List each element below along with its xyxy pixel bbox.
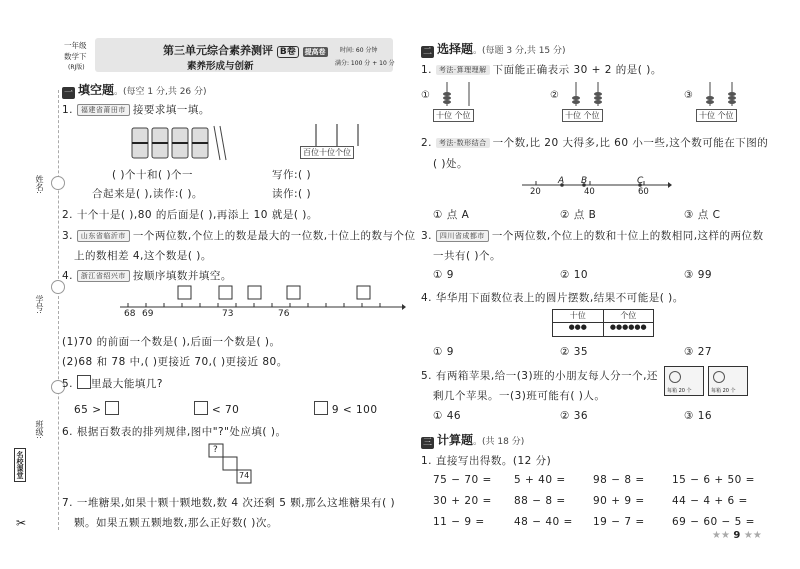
q3-line2: 上的数相差 4,这个数是( )。 xyxy=(74,250,212,262)
question-3: 3. 山东省临沂市 一个两位数,个位上的数是最大的一位数,十位上的数与个位 xyxy=(62,230,416,242)
q5-line2: 剩几个苹果。一(3)班可能有( )人。 xyxy=(433,390,606,402)
paper-subtitle: 素养形成与创新 xyxy=(187,61,254,72)
place-value-labels: 百位十位个位 xyxy=(300,146,354,159)
name-label: 姓名: xyxy=(35,175,44,194)
abacus-option-3: ③ xyxy=(684,80,746,110)
tick-label-76: 76 xyxy=(278,309,290,319)
q1-read: 读作:( ) xyxy=(272,188,312,200)
answer-box xyxy=(77,375,91,389)
q4-option-3[interactable]: ③ 27 xyxy=(684,346,713,358)
abacus-option-1: ① xyxy=(421,80,483,110)
edition-label: (RJ版) xyxy=(68,64,85,71)
calc-cell: 5 + 40 = xyxy=(514,474,566,486)
calc-cell: 44 − 4 + 6 = xyxy=(672,495,748,507)
question-2: 2. 十个十是( ),80 的后面是( ),再添上 10 就是( )。 xyxy=(62,209,318,221)
time-label: 时间: 60 分钟 xyxy=(340,47,378,54)
choice-question-2: 2. 考法·数形结合 一个数,比 20 大得多,比 60 小一些,这个数可能在下图的 xyxy=(421,137,769,149)
grade-label: 一年级 xyxy=(64,41,87,50)
calc-cell: 98 − 8 = xyxy=(593,474,645,486)
chart-question-mark: ? xyxy=(213,445,218,455)
question-6: 6. 根据百数表的排列规律,图中"?"处应填( )。 xyxy=(62,426,287,438)
answer-box xyxy=(194,401,208,415)
section-icon: 一 xyxy=(63,88,73,98)
region-tag: 四川省成都市 xyxy=(436,230,489,242)
number-line xyxy=(120,283,406,326)
calc-cell: 15 − 6 + 50 = xyxy=(672,474,755,486)
place-value-table: 十位 个位 ●●● ●●●●●● xyxy=(552,309,654,337)
q5-item-a: 65 > xyxy=(74,401,119,416)
binding-circle xyxy=(51,176,65,190)
scissors-icon: ✂ xyxy=(16,516,27,530)
choice-question-1: 1. 考法·算理理解 下面能正确表示 30 + 2 的是( )。 xyxy=(421,64,662,76)
ones-header: 个位 xyxy=(620,311,637,320)
q7-line2: 颗。如果五颗五颗地数,那么正好数( )次。 xyxy=(74,517,278,529)
section-choice: 二 选择题。(每题 3 分,共 15 分) xyxy=(422,42,566,57)
binding-dashed-line xyxy=(58,90,59,530)
apple-box-right: 每箱 20 个 xyxy=(708,366,748,396)
region-tag: 福建省莆田市 xyxy=(77,104,130,116)
class-label: 班级: xyxy=(35,420,44,439)
q5-option-2[interactable]: ② 36 xyxy=(560,410,589,422)
place-labels-1: 十位 个位 xyxy=(433,109,474,122)
q2-option-a[interactable]: ① 点 A xyxy=(433,209,470,221)
calc-cell: 19 − 7 = xyxy=(593,516,645,528)
q3-option-2[interactable]: ② 10 xyxy=(560,269,589,281)
choice-question-4: 4. 华华用下面数位表上的圆片摆数,结果不可能是( )。 xyxy=(421,292,684,304)
section-icon: 二 xyxy=(422,47,432,57)
skill-tag: 考法·数形结合 xyxy=(436,138,490,148)
region-tag: 山东省临沂市 xyxy=(77,230,130,242)
student-id-label: 学号: xyxy=(35,295,44,314)
stick-bundles-illustration xyxy=(130,124,230,165)
calc-cell: 11 − 9 = xyxy=(433,516,485,528)
q3-option-1[interactable]: ① 9 xyxy=(433,269,454,281)
q2-line2: ( )处。 xyxy=(433,158,469,170)
q4-option-2[interactable]: ② 35 xyxy=(560,346,589,358)
q3-option-3[interactable]: ③ 99 xyxy=(684,269,713,281)
q5-item-b: < 70 xyxy=(194,401,239,416)
calc-cell: 88 − 8 = xyxy=(514,495,566,507)
calc-cell: 69 − 60 − 5 = xyxy=(672,516,755,528)
calc-cell: 48 − 40 = xyxy=(514,516,573,528)
tick-label-68: 68 xyxy=(124,309,136,319)
apple-box-left: 每箱 20 个 xyxy=(664,366,704,396)
q4-option-1[interactable]: ① 9 xyxy=(433,346,454,358)
q2-number-line xyxy=(522,175,672,198)
chart-number-74: 74 xyxy=(239,471,250,480)
tick-label-73: 73 xyxy=(222,309,234,319)
tick-40: 40 xyxy=(584,187,595,197)
calc-cell: 30 + 20 = xyxy=(433,495,492,507)
score-label: 满分: 100 分 + 10 分 xyxy=(335,60,395,67)
answer-box xyxy=(105,401,119,415)
q4-sub1: (1)70 的前面一个数是( ),后面一个数是( )。 xyxy=(62,336,281,348)
place-labels-3: 十位 个位 xyxy=(696,109,737,122)
q3-line2: 一共有( )个。 xyxy=(433,250,502,262)
skill-tag: 考法·算理理解 xyxy=(436,65,490,75)
q5-item-c: 9 < 100 xyxy=(314,401,378,416)
tick-20: 20 xyxy=(530,187,541,197)
brand-label: 名校课堂 xyxy=(14,448,26,482)
choice-question-5: 5. 有两箱苹果,给一(3)班的小朋友每人分一个,还 xyxy=(421,370,658,382)
choice-question-3: 3. 四川省成都市 一个两位数,个位上的数和十位上的数相同,这样的两位数 xyxy=(421,230,764,242)
abacus-option-2: ② xyxy=(550,80,612,110)
tick-60: 60 xyxy=(638,187,649,197)
tick-label-69: 69 xyxy=(142,309,154,319)
region-tag: 浙江省绍兴市 xyxy=(77,270,130,282)
paper-title: 第三单元综合素养测评 B卷 提高卷 xyxy=(163,44,326,57)
tens-header: 十位 xyxy=(553,310,604,322)
q1-line1: ( )个十和( )个一 xyxy=(112,169,194,181)
question-7: 7. 一堆糖果,如果十颗十颗地数,数 4 次还剩 5 颗,那么这堆糖果有( ) xyxy=(62,497,396,509)
question-4: 4. 浙江省绍兴市 按顺序填数并填空。 xyxy=(62,270,232,282)
section-fill-blank: 一 填空题。(每空 1 分,共 26 分) xyxy=(63,83,207,98)
section-icon: 三 xyxy=(422,438,432,448)
place-labels-2: 十位 个位 xyxy=(562,109,603,122)
subject-label: 数学下 xyxy=(64,52,87,61)
q2-option-b[interactable]: ② 点 B xyxy=(560,209,597,221)
page-number: ★★ 9 ★★ xyxy=(712,530,762,541)
point-b-label: B xyxy=(581,176,588,186)
answer-box xyxy=(314,401,328,415)
point-a-label: A xyxy=(558,176,565,186)
q1-line2: 合起来是( ),读作:( )。 xyxy=(92,188,203,200)
calc-cell: 75 − 70 = xyxy=(433,474,492,486)
paper-badge: 提高卷 xyxy=(304,48,326,56)
q5-option-1[interactable]: ① 46 xyxy=(433,410,462,422)
paper-label: B卷 xyxy=(277,46,299,58)
point-c-label: C xyxy=(637,176,644,186)
question-5: 5. 里最大能填几? xyxy=(62,375,163,391)
q2-option-c[interactable]: ③ 点 C xyxy=(684,209,721,221)
q1-write: 写作:( ) xyxy=(272,169,312,181)
section-calculation: 三 计算题。(共 18 分) xyxy=(422,433,525,448)
calc-heading: 1. 直接写出得数。(12 分) xyxy=(421,455,552,467)
q4-sub2: (2)68 和 78 中,( )更接近 70,( )更接近 80。 xyxy=(62,356,288,368)
calc-cell: 90 + 9 = xyxy=(593,495,645,507)
q5-option-3[interactable]: ③ 16 xyxy=(684,410,713,422)
question-1: 1. 福建省莆田市 接要求填一填。 xyxy=(62,104,210,116)
